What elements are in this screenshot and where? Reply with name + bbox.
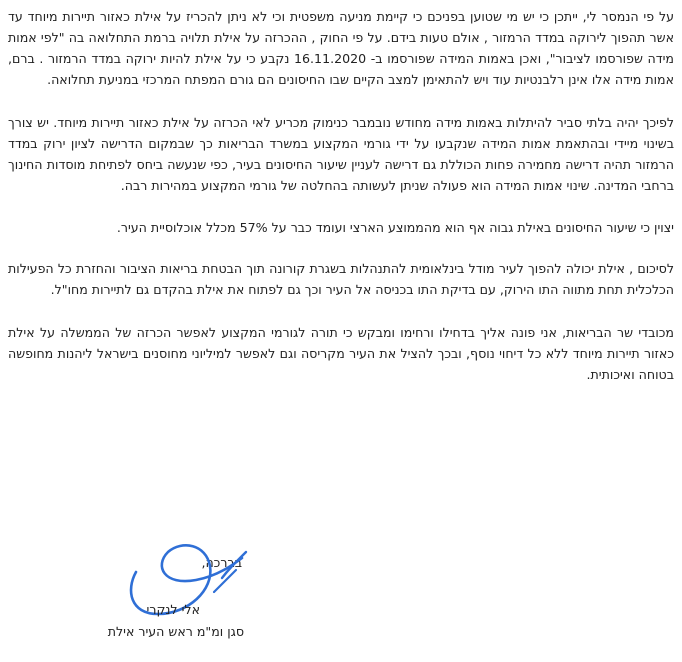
paragraph-request: מכובדי שר הבריאות, אני פונה אליך בדחילו ורחימו ומבקש כי תורה לגורמי המקצוע לאפשר הכרזה של הממשלה על אילת כאזור תיירות מיוחד ללא כל דיחוי נוסף, ובכך להציל את העיר מקריסה וגם לאפשר למיליוני מחוסנים בישראל ליהנות מחופשה בטוחה ואיכותית. <box>8 325 674 382</box>
paragraph-vaccination-rate: יצוין כי שיעור החיסונים באילת גבוה אף הוא מהממוצע הארצי ועומד כבר על 57% מכלל אוכלוסיית העיר. <box>116 220 674 235</box>
paragraph-summary: לסיכום , אילת יכולה להפוך לעיר מודל בינלאומית להתנהלות בשגרת קורונה תוך הבטחת בריאות הציבור והחזרת כל הפעילות הכלכלית תחת מתווה התו הירוק, עם בדיקת התו בכניסה אל העיר וכך גם לפתוח את אילת בהקדם גם לתיירות מחו"ל. <box>8 261 674 297</box>
signer-title: סגן ומ"מ ראש העיר אילת <box>107 624 244 639</box>
signer-name: אלי לנקרי <box>146 602 200 617</box>
paragraph-legal-criteria: על פי הנמסר לי, ייתכן כי יש מי שטוען בפניכם כי קיימת מניעה משפטית וכי לא ניתן להכריז על אילת כאזור תיירות מיוחד עד אשר תהפוך לירוקה במדד הרמזור , אולם טעות בידם. על פי החוק , ההכרזה על אילת תלויה ברמת התחלואה בה "לפי אמות מידה שפורסמו לציבור", ואכן באמות המידה שפורסמו ב- 16.11.2020 נקבע כי על אילת להיות ירוקה במדד הרמזור . ברם, אמות מידה אלו אינן רלבנטיות עוד ויש להתאימן למצב הקיים שבו החיסונים הם גורם המפתח המרכזי במניעת תחלואה. <box>8 9 674 87</box>
closing-greeting: בברכה, <box>201 555 242 570</box>
paragraph-change-criteria: לפיכך יהיה בלתי סביר להיתלות באמות מידה מחודש נובמבר כנימוק מכריע לאי הכרזה על אילת כאזור תיירות מיוחד. יש צורך בשינוי מיידי ובהתאמת אמות המידה שנקבעו על ידי גורמי המקצוע במשרד הבריאות כך שבמקום הדרישה לציון ירוק במדד הרמזור תהיה דרישה מחמירה פחות הכוללת גם דרישה לעניין שיעור החיסונים בעיר, כפי שנעשה ביחס לפתיחת מוסדות החינוך ברחבי המדינה. שינוי אמות המידה הוא פעולה שניתן לעשותה בהחלטה של גורמי המקצוע במהירות רבה. <box>8 115 674 193</box>
